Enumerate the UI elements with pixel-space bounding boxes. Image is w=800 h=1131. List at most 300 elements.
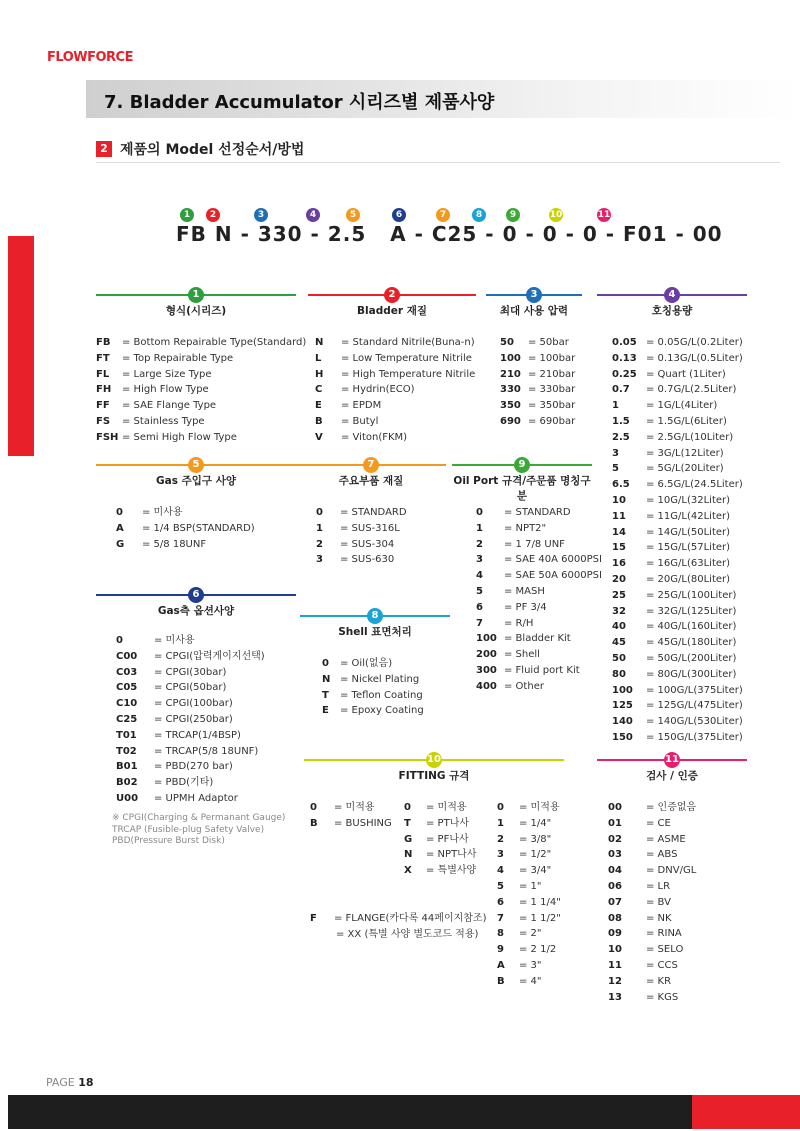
list-item bbox=[476, 679, 602, 695]
group-header-g10 bbox=[304, 748, 564, 782]
code-marker-2: 2 bbox=[206, 208, 220, 222]
group-number-badge: 2 bbox=[384, 287, 400, 303]
option-desc: = NPT나사 bbox=[426, 849, 477, 861]
option-desc: = 6.5G/L(24.5Liter) bbox=[646, 479, 743, 491]
option-code: 1 bbox=[612, 400, 619, 412]
option-code: 0 bbox=[497, 802, 504, 813]
option-desc: = 14G/L(50Liter) bbox=[646, 526, 731, 538]
option-code: 01 bbox=[608, 817, 622, 829]
option-desc: = 150G/L(375Liter) bbox=[646, 731, 743, 743]
list-item bbox=[497, 863, 561, 879]
list-item bbox=[96, 335, 306, 351]
section-number: 2 bbox=[96, 141, 112, 157]
option-desc: = 특별사양 bbox=[426, 865, 477, 877]
option-desc: = Top Repairable Type bbox=[122, 352, 234, 364]
option-desc: = SAE 50A 6000PSI bbox=[504, 570, 602, 582]
list-item bbox=[612, 335, 743, 351]
option-desc: = DNV/GL bbox=[646, 865, 697, 877]
option-desc: = 10G/L(32Liter) bbox=[646, 494, 731, 506]
option-code: FSH bbox=[96, 431, 119, 443]
list-item bbox=[316, 552, 407, 568]
group-title: Gas 주입구 사양 bbox=[156, 475, 236, 487]
option-desc: = CE bbox=[646, 817, 671, 829]
option-code: FT bbox=[96, 352, 110, 364]
option-desc: = 미적용 bbox=[334, 802, 375, 813]
list-item bbox=[315, 398, 475, 414]
list-item bbox=[116, 680, 265, 696]
option-desc: = CPGI(30bar) bbox=[154, 666, 227, 678]
list-item bbox=[612, 604, 743, 620]
option-desc: = SELO bbox=[646, 944, 684, 956]
model-code: FB N - 330 - 2.5 A - C25 - 0 - 0 - 0 - F01 - 00 bbox=[176, 222, 723, 246]
list-item bbox=[608, 990, 696, 1006]
option-desc: = 20G/L(80Liter) bbox=[646, 573, 731, 585]
option-desc: = 1.5G/L(6Liter) bbox=[646, 415, 727, 427]
option-desc: = 2 1/2 bbox=[519, 944, 557, 956]
option-code: 330 bbox=[500, 384, 521, 396]
page-number bbox=[46, 1076, 94, 1089]
option-desc: = EPDM bbox=[341, 400, 382, 412]
option-code: 20 bbox=[612, 573, 626, 585]
option-code: B bbox=[315, 415, 323, 427]
list-item bbox=[315, 335, 475, 351]
list-item bbox=[476, 552, 602, 568]
list-item bbox=[612, 525, 743, 541]
code-marker-8: 8 bbox=[472, 208, 486, 222]
list-item bbox=[608, 879, 696, 895]
option-desc: = 350bar bbox=[528, 400, 576, 412]
option-code: T01 bbox=[116, 729, 137, 741]
list-item bbox=[476, 616, 602, 632]
option-code: A bbox=[116, 522, 124, 534]
option-desc: = R/H bbox=[504, 617, 534, 629]
group-title: 호칭용량 bbox=[651, 305, 693, 317]
option-desc: = Low Temperature Nitrile bbox=[341, 352, 472, 364]
group-header-g1 bbox=[96, 283, 296, 317]
option-desc: = 15G/L(57Liter) bbox=[646, 542, 731, 554]
option-code: 0 bbox=[476, 507, 483, 518]
group-title: Oil Port 규격/주문품 명칭구분 bbox=[453, 475, 591, 502]
list-item bbox=[497, 816, 561, 832]
list-item bbox=[116, 633, 265, 649]
option-code: 13 bbox=[608, 991, 622, 1003]
option-code: 08 bbox=[608, 912, 622, 924]
list-item bbox=[315, 351, 475, 367]
code-marker-10: 10 bbox=[549, 210, 563, 220]
option-desc: = ASME bbox=[646, 833, 686, 845]
option-desc: = KGS bbox=[646, 991, 679, 1003]
option-desc: = 330bar bbox=[528, 384, 576, 396]
list-item bbox=[612, 398, 743, 414]
option-desc: = 11G/L(42Liter) bbox=[646, 510, 731, 522]
list-item bbox=[404, 832, 477, 848]
option-code: 200 bbox=[476, 649, 497, 661]
list-item bbox=[612, 588, 743, 604]
option-code: 150 bbox=[612, 731, 633, 743]
option-desc: = 0.7G/L(2.5Liter) bbox=[646, 384, 737, 396]
option-code: N bbox=[404, 849, 413, 861]
group-number-badge: 9 bbox=[514, 457, 530, 473]
option-code: B01 bbox=[116, 761, 138, 773]
option-desc: = 0.13G/L(0.5Liter) bbox=[646, 352, 743, 364]
option-code: 9 bbox=[497, 944, 504, 956]
group-header-g11 bbox=[597, 748, 747, 782]
list-item bbox=[116, 759, 265, 775]
list-item bbox=[116, 728, 265, 744]
option-desc: = 미사용 bbox=[154, 635, 195, 646]
list-item bbox=[96, 351, 306, 367]
group-number-badge: 5 bbox=[188, 457, 204, 473]
option-desc: = PBD(기타) bbox=[154, 777, 214, 789]
option-code: 50 bbox=[500, 337, 514, 348]
option-desc: = 3/4" bbox=[519, 865, 552, 877]
option-code: 2.5 bbox=[612, 431, 630, 443]
option-desc: = 1/4 BSP(STANDARD) bbox=[142, 522, 255, 534]
list-item bbox=[322, 656, 424, 672]
option-code: N bbox=[322, 673, 331, 685]
option-code: 0.7 bbox=[612, 384, 630, 396]
option-code: A bbox=[497, 959, 505, 971]
option-desc: = RINA bbox=[646, 928, 682, 940]
option-desc: = 인증없음 bbox=[646, 802, 697, 813]
list-item bbox=[316, 521, 407, 537]
list-g10-col3 bbox=[497, 800, 561, 990]
group-header-g8 bbox=[300, 604, 450, 638]
option-desc: = NK bbox=[646, 912, 672, 924]
list-item bbox=[96, 367, 306, 383]
list-item bbox=[608, 895, 696, 911]
option-code: 03 bbox=[608, 849, 622, 861]
list-item bbox=[497, 942, 561, 958]
group-header-g4 bbox=[597, 283, 747, 317]
page-number-value: 18 bbox=[78, 1076, 94, 1089]
list-g10-flange bbox=[310, 911, 487, 927]
list-item bbox=[322, 672, 424, 688]
code-marker-11: 11 bbox=[597, 210, 611, 220]
option-code: 0.25 bbox=[612, 368, 637, 380]
option-desc: = 690bar bbox=[528, 415, 576, 427]
code-marker-6: 6 bbox=[392, 208, 406, 222]
list-item bbox=[476, 584, 602, 600]
code-marker-7: 7 bbox=[436, 208, 450, 222]
option-code: 0 bbox=[310, 802, 317, 813]
option-code: 1 bbox=[476, 522, 483, 534]
list-item bbox=[116, 521, 255, 537]
option-code: 11 bbox=[608, 959, 622, 971]
option-desc: = 25G/L(100Liter) bbox=[646, 589, 737, 601]
option-desc: = 1G/L(4Liter) bbox=[646, 400, 718, 412]
list-item bbox=[476, 521, 602, 537]
list-g9 bbox=[476, 505, 602, 695]
option-code: E bbox=[322, 705, 329, 717]
option-code: 4 bbox=[476, 570, 483, 582]
option-desc: = Bottom Repairable Type(Standard) bbox=[122, 337, 307, 348]
footer-bar bbox=[8, 1095, 692, 1129]
option-desc: = SUS-316L bbox=[340, 522, 400, 534]
option-code: 2 bbox=[497, 833, 504, 845]
option-code: C10 bbox=[116, 698, 138, 710]
option-code: C bbox=[315, 384, 323, 396]
list-item bbox=[476, 663, 602, 679]
option-code: 09 bbox=[608, 928, 622, 940]
option-desc: = NPT2" bbox=[504, 522, 547, 534]
list-item bbox=[315, 414, 475, 430]
option-desc: = Other bbox=[504, 680, 544, 692]
group-header-g2 bbox=[308, 283, 476, 317]
list-item bbox=[612, 540, 743, 556]
option-desc: = Oil(없음) bbox=[340, 658, 393, 669]
option-code: H bbox=[315, 368, 324, 380]
list-g10-col1 bbox=[310, 800, 392, 832]
option-desc: = SUS-304 bbox=[340, 538, 395, 550]
option-code: 2 bbox=[316, 538, 323, 550]
option-desc: = 125G/L(475Liter) bbox=[646, 700, 743, 712]
option-desc: = 3/8" bbox=[519, 833, 552, 845]
option-desc: = 미사용 bbox=[142, 507, 183, 518]
list-item bbox=[612, 619, 743, 635]
list-item bbox=[404, 847, 477, 863]
option-code: V bbox=[315, 431, 323, 443]
option-desc: = 40G/L(160Liter) bbox=[646, 621, 737, 633]
option-desc: = 100G/L(375Liter) bbox=[646, 684, 743, 696]
option-code: 14 bbox=[612, 526, 626, 538]
option-desc: = FLANGE(카다록 44페이지참조) bbox=[334, 913, 487, 924]
list-item bbox=[116, 537, 255, 553]
group-title: FITTING 규격 bbox=[398, 770, 470, 782]
option-code: C03 bbox=[116, 666, 138, 678]
list-item bbox=[116, 744, 265, 760]
option-code: 32 bbox=[612, 605, 626, 617]
option-code: 2 bbox=[476, 538, 483, 550]
option-code: 4 bbox=[497, 865, 504, 877]
option-desc: = 50bar bbox=[528, 337, 569, 348]
group-title: Bladder 재질 bbox=[357, 305, 427, 317]
option-desc: = Standard Nitrile(Buna-n) bbox=[341, 337, 475, 348]
group-number-badge: 1 bbox=[188, 287, 204, 303]
option-code: F bbox=[310, 913, 317, 924]
option-code: U00 bbox=[116, 792, 139, 804]
option-desc: = 140G/L(530Liter) bbox=[646, 716, 743, 728]
option-desc: = Stainless Type bbox=[122, 415, 205, 427]
option-desc: = TRCAP(5/8 18UNF) bbox=[154, 745, 259, 757]
option-code: 690 bbox=[500, 415, 521, 427]
option-desc: = Bladder Kit bbox=[504, 633, 571, 645]
option-code: 3 bbox=[316, 554, 323, 566]
footnote-line: TRCAP (Fusible-plug Safety Valve) bbox=[112, 824, 265, 835]
option-code: FS bbox=[96, 415, 111, 427]
list-item bbox=[116, 505, 255, 521]
option-desc: = Hydrin(ECO) bbox=[341, 384, 415, 396]
option-code: 80 bbox=[612, 668, 626, 680]
list-item bbox=[497, 847, 561, 863]
option-code: 0 bbox=[404, 802, 411, 813]
list-item bbox=[608, 832, 696, 848]
list-item bbox=[612, 461, 743, 477]
page-title: 7. Bladder Accumulator 시리즈별 제품사양 bbox=[104, 92, 495, 113]
list-item bbox=[476, 647, 602, 663]
list-item bbox=[310, 800, 392, 816]
option-desc: = CPGI(250bar) bbox=[154, 713, 233, 725]
option-desc: = 0.05G/L(0.2Liter) bbox=[646, 337, 743, 348]
option-code: C00 bbox=[116, 650, 138, 662]
code-marker-9: 9 bbox=[506, 208, 520, 222]
option-code: T bbox=[404, 817, 411, 829]
option-desc: = Shell bbox=[504, 649, 540, 661]
code-marker-3: 3 bbox=[254, 208, 268, 222]
list-item bbox=[500, 351, 575, 367]
group-number-badge: 7 bbox=[363, 457, 379, 473]
option-code: 0 bbox=[116, 635, 123, 646]
option-code: 02 bbox=[608, 833, 622, 845]
option-desc: = 1" bbox=[519, 880, 542, 892]
option-desc: = ABS bbox=[646, 849, 678, 861]
list-g4 bbox=[612, 335, 743, 746]
option-desc: = 1/4" bbox=[519, 817, 552, 829]
group-number-badge: 3 bbox=[526, 287, 542, 303]
list-g7 bbox=[316, 505, 407, 568]
option-desc: = 210bar bbox=[528, 368, 576, 380]
option-desc: = KR bbox=[646, 975, 672, 987]
option-code: 0 bbox=[116, 507, 123, 518]
list-item bbox=[612, 572, 743, 588]
list-item bbox=[116, 712, 265, 728]
list-item bbox=[612, 367, 743, 383]
option-code: 0 bbox=[316, 507, 323, 518]
option-desc: = 80G/L(300Liter) bbox=[646, 668, 737, 680]
list-item bbox=[476, 568, 602, 584]
option-desc: = Semi High Flow Type bbox=[122, 431, 237, 443]
option-desc: = PT나사 bbox=[426, 817, 470, 829]
group-number-badge: 6 bbox=[188, 587, 204, 603]
list-item bbox=[476, 537, 602, 553]
option-desc: = MASH bbox=[504, 585, 545, 597]
group-title: 검사 / 인증 bbox=[646, 770, 698, 782]
option-code: 3 bbox=[497, 849, 504, 861]
section-heading bbox=[96, 139, 304, 159]
option-code: 6.5 bbox=[612, 479, 630, 491]
option-desc: = Quart (1Liter) bbox=[646, 368, 726, 380]
option-code: 100 bbox=[612, 684, 633, 696]
list-g3 bbox=[500, 335, 575, 430]
list-item bbox=[500, 414, 575, 430]
list-item bbox=[608, 942, 696, 958]
option-code: FF bbox=[96, 400, 110, 412]
list-item bbox=[497, 800, 561, 816]
list-item bbox=[322, 703, 424, 719]
option-code: G bbox=[404, 833, 413, 845]
footnote-line: ※ CPGI(Charging & Permanant Gauge) bbox=[112, 813, 286, 823]
option-code: 3 bbox=[612, 447, 619, 459]
list-item bbox=[96, 398, 306, 414]
list-item bbox=[500, 398, 575, 414]
list-item bbox=[404, 800, 477, 816]
list-g2 bbox=[315, 335, 475, 446]
option-desc: = 45G/L(180Liter) bbox=[646, 637, 737, 649]
list-item bbox=[608, 800, 696, 816]
option-code: B02 bbox=[116, 777, 138, 789]
option-desc: = 16G/L(63Liter) bbox=[646, 558, 731, 570]
option-desc: = Nickel Plating bbox=[340, 673, 420, 685]
option-code: FL bbox=[96, 368, 110, 380]
group-header-g5 bbox=[96, 453, 296, 487]
option-desc: = 5G/L(20Liter) bbox=[646, 463, 724, 475]
group-number-badge: 4 bbox=[664, 287, 680, 303]
list-item bbox=[608, 863, 696, 879]
title-bar bbox=[86, 80, 800, 118]
list-item bbox=[315, 367, 475, 383]
list-item bbox=[315, 382, 475, 398]
list-item bbox=[116, 696, 265, 712]
group-title: 최대 사용 압력 bbox=[499, 305, 569, 317]
option-desc: = 1 1/4" bbox=[519, 896, 561, 908]
option-code: 07 bbox=[608, 896, 622, 908]
list-item bbox=[612, 556, 743, 572]
option-code: 40 bbox=[612, 621, 626, 633]
list-item bbox=[476, 600, 602, 616]
option-code: E bbox=[315, 400, 322, 412]
list-item bbox=[500, 335, 575, 351]
group-header-g7 bbox=[296, 453, 446, 487]
option-code: 1.5 bbox=[612, 415, 630, 427]
option-desc: = High Flow Type bbox=[122, 384, 209, 396]
option-desc: = 1 7/8 UNF bbox=[504, 538, 565, 550]
option-desc: = CPGI(압력게이지선택) bbox=[154, 650, 265, 662]
option-desc: = 3" bbox=[519, 959, 542, 971]
list-item bbox=[608, 911, 696, 927]
option-desc: = 2" bbox=[519, 928, 542, 940]
option-code: 100 bbox=[500, 352, 521, 364]
option-code: 1 bbox=[316, 522, 323, 534]
option-code: 10 bbox=[608, 944, 622, 956]
option-desc: = STANDARD bbox=[504, 507, 571, 518]
option-code: 50 bbox=[612, 652, 626, 664]
list-item bbox=[612, 683, 743, 699]
side-accent-bar bbox=[8, 236, 34, 456]
list-g1 bbox=[96, 335, 306, 446]
option-code: 5 bbox=[497, 880, 504, 892]
option-code: 0.05 bbox=[612, 337, 637, 348]
option-code: C05 bbox=[116, 682, 138, 694]
option-code: 0 bbox=[322, 658, 329, 669]
option-code: C25 bbox=[116, 713, 138, 725]
list-item bbox=[608, 958, 696, 974]
footer-accent bbox=[692, 1095, 800, 1129]
option-code: 10 bbox=[612, 494, 626, 506]
option-code: 5 bbox=[612, 463, 619, 475]
option-code: 0.13 bbox=[612, 352, 637, 364]
option-code: N bbox=[315, 337, 324, 348]
option-desc: = BUSHING bbox=[334, 817, 392, 829]
list-g6 bbox=[116, 633, 265, 807]
option-desc: = Epoxy Coating bbox=[340, 705, 424, 717]
list-item bbox=[497, 958, 561, 974]
list-item bbox=[310, 816, 392, 832]
option-code: 350 bbox=[500, 400, 521, 412]
option-desc: = Teflon Coating bbox=[340, 689, 423, 701]
option-code: B bbox=[310, 817, 318, 829]
list-item bbox=[612, 477, 743, 493]
option-desc: = 1/2" bbox=[519, 849, 552, 861]
option-code: 00 bbox=[608, 802, 622, 813]
option-desc: = 32G/L(125Liter) bbox=[646, 605, 737, 617]
option-code: 100 bbox=[476, 633, 497, 645]
option-code: 1 bbox=[497, 817, 504, 829]
option-code: 7 bbox=[497, 912, 504, 924]
list-item bbox=[96, 382, 306, 398]
list-item bbox=[497, 926, 561, 942]
option-desc: = Viton(FKM) bbox=[341, 431, 408, 443]
option-code: 125 bbox=[612, 700, 633, 712]
